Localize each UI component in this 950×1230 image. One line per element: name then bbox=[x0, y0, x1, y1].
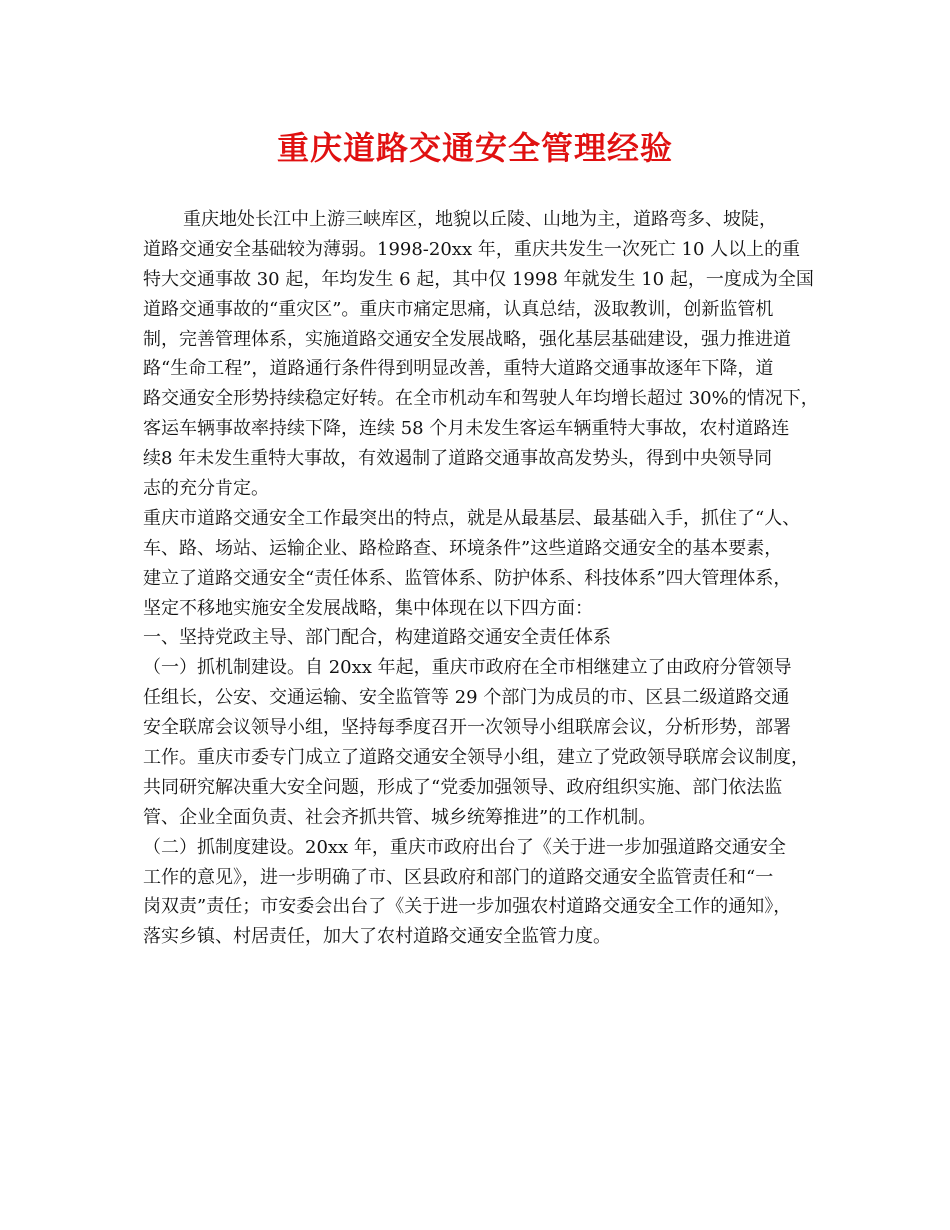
body-line: 工作。重庆市委专门成立了道路交通安全领导小组，建立了党政领导联席会议制度， bbox=[143, 747, 809, 769]
body-line: （二）抓制度建设。20xx 年，重庆市政府出台了《关于进一步加强道路交通安全 bbox=[143, 836, 786, 858]
body-line: 制，完善管理体系，实施道路交通安全发展战略，强化基层基础建设，强力推进道 bbox=[143, 328, 791, 350]
body-line: （一）抓机制建设。自 20xx 年起，重庆市政府在全市相继建立了由政府分管领导 bbox=[143, 657, 792, 679]
body-line: 客运车辆事故率持续下降，连续 58 个月未发生客运车辆重特大事故，农村道路连 bbox=[143, 418, 790, 440]
body-line: 道路交通事故的“重灾区”。重庆市痛定思痛，认真总结，汲取教训，创新监管机 bbox=[143, 298, 774, 320]
document-title: 重庆道路交通安全管理经验 bbox=[276, 129, 673, 167]
body-line: 重庆地处长江中上游三峡库区，地貌以丘陵、山地为主，道路弯多、坡陡， bbox=[183, 209, 777, 230]
body-line: 车、路、场站、运输企业、路检路查、环境条件”这些道路交通安全的基本要素， bbox=[143, 537, 783, 559]
body-line: 路“生命工程”，道路通行条件得到明显改善，重特大道路交通事故逐年下降，道 bbox=[143, 358, 774, 380]
body-line: 特大交通事故 30 起，年均发生 6 起，其中仅 1998 年就发生 10 起，一度成为全国 bbox=[143, 268, 814, 290]
body-line: 工作的意见》，进一步明确了市、区县政府和部门的道路交通安全监管责任和“一 bbox=[143, 866, 774, 888]
body-line: 安全联席会议领导小组，坚持每季度召开一次领导小组联席会议，分析形势，部署 bbox=[143, 717, 791, 739]
body-line: 续8 年未发生重特大事故，有效遏制了道路交通事故高发势头，得到中央领导同 bbox=[143, 448, 773, 470]
body-line: 管、企业全面负责、社会齐抓共管、城乡统筹推进”的工作机制。 bbox=[143, 806, 657, 828]
body-line: 建立了道路交通安全“责任体系、监管体系、防护体系、科技体系”四大管理体系， bbox=[143, 567, 792, 589]
body-line: 坚定不移地实施安全发展战略，集中体现在以下四方面： bbox=[143, 597, 593, 619]
document-body bbox=[143, 205, 823, 952]
body-line: 任组长，公安、交通运输、安全监管等 29 个部门为成员的市、区县二级道路交通 bbox=[143, 687, 790, 709]
body-line: 路交通安全形势持续稳定好转。在全市机动车和驾驶人年均增长超过 30%的情况下， bbox=[143, 388, 819, 410]
body-line: 志的充分肯定。 bbox=[143, 478, 269, 500]
body-line: 共同研究解决重大安全问题，形成了“党委加强领导、政府组织实施、部门依法监 bbox=[143, 776, 783, 798]
body-line: 岗双责”责任；市安委会出台了《关于进一步加强农村道路交通安全工作的通知》， bbox=[143, 896, 792, 918]
section-heading: 一、坚持党政主导、部门配合，构建道路交通安全责任体系 bbox=[143, 627, 611, 649]
body-line: 道路交通安全基础较为薄弱。1998-20xx 年，重庆共发生一次死亡 10 人以上的重 bbox=[143, 238, 801, 260]
body-line: 重庆市道路交通安全工作最突出的特点，就是从最基层、最基础入手，抓住了“人、 bbox=[143, 507, 801, 529]
body-line: 落实乡镇、村居责任，加大了农村道路交通安全监管力度。 bbox=[143, 926, 611, 948]
